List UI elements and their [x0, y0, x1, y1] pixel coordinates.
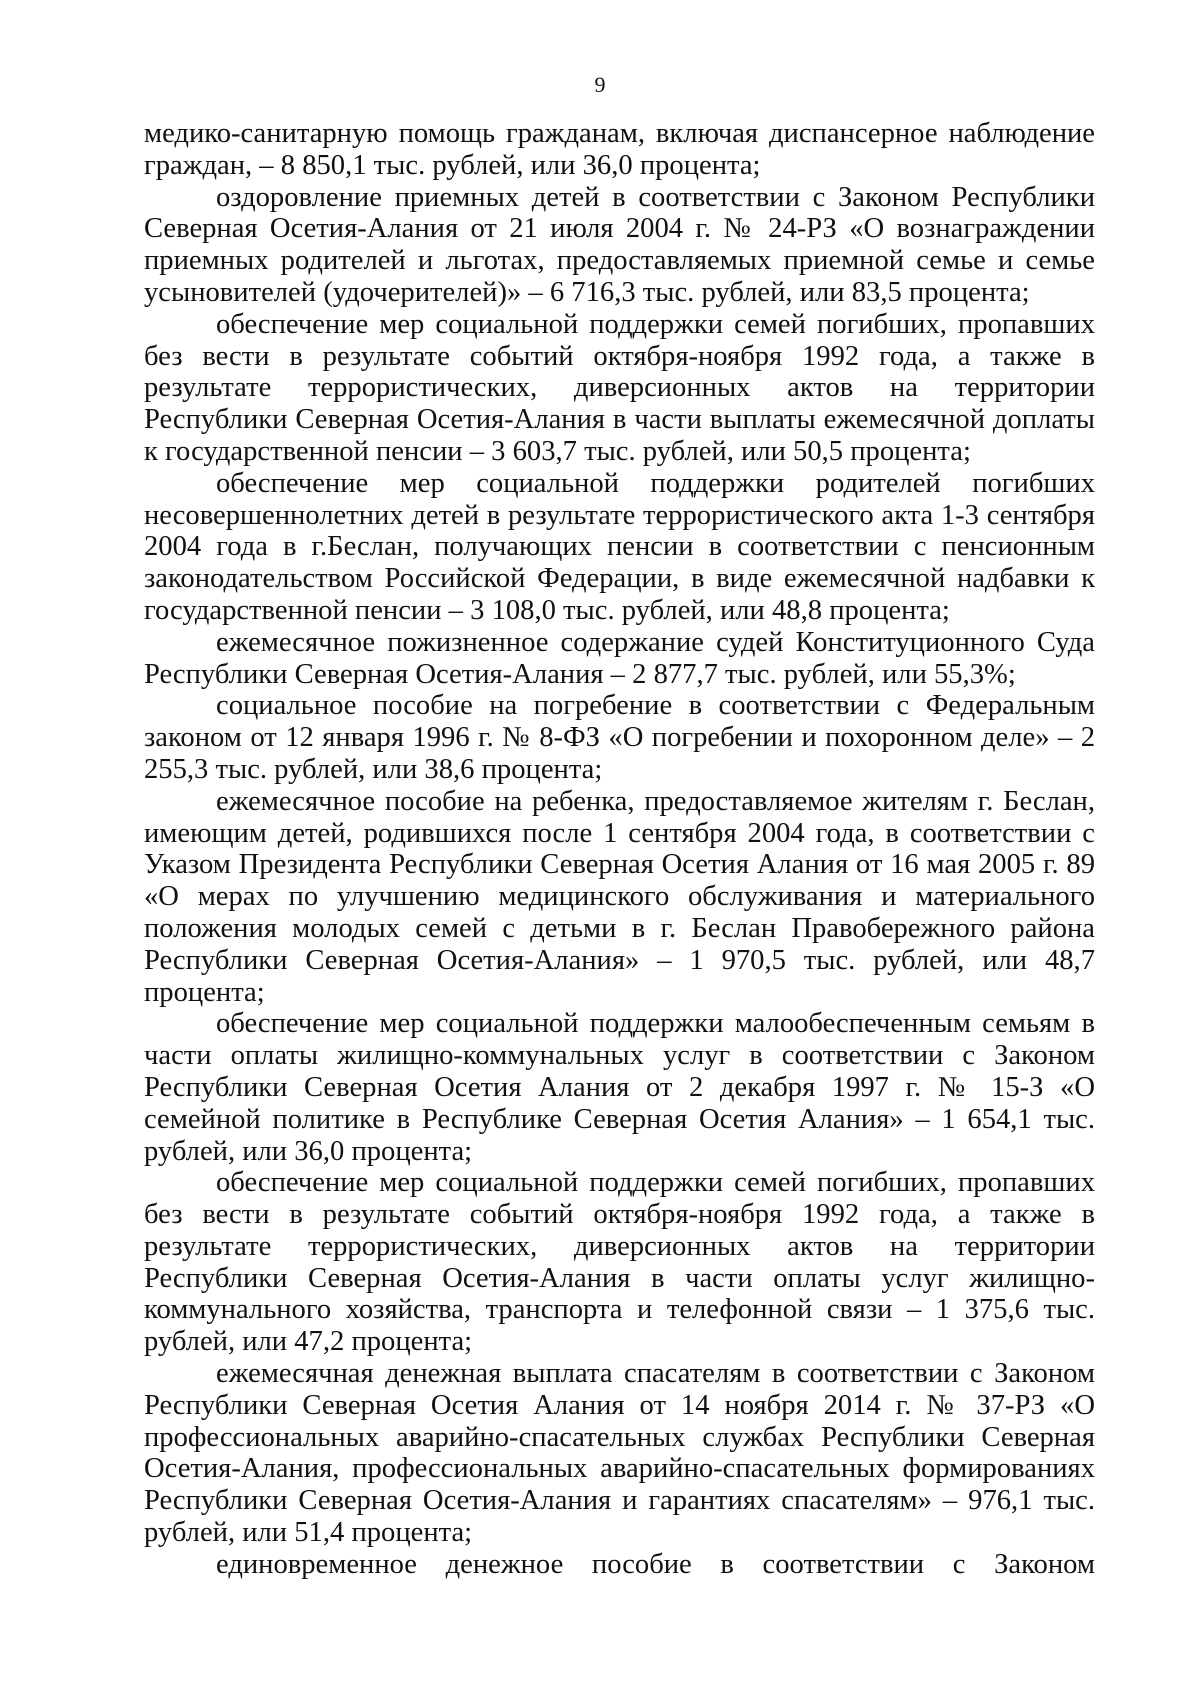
paragraph: обеспечение мер социальной поддержки семей погибших, пропавших без вести в результате событий октября-ноября 1992 года, а также в результате террористических, диверсионных актов на территории Республики Северная Осетия-Алания в части оплаты услуг жилищно-коммунального хозяйства, транспорта и телефонной связи – 1 375,6 тыс. рублей, или 47,2 процента; — [144, 1167, 1095, 1358]
paragraph: ежемесячное пособие на ребенка, предоставляемое жителям г. Беслан, имеющим детей, родившихся после 1 сентября 2004 года, в соответствии с Указом Президента Республики Северная Осетия Алания от 16 мая 2005 г. 89 «О мерах по улучшению медицинского обслуживания и материального положения молодых семей с детьми в г. Беслан Правобережного района Республики Северная Осетия-Алания» – 1 970,5 тыс. рублей, или 48,7 процента; — [144, 785, 1095, 1008]
paragraph-continued: медико-санитарную помощь гражданам, включая диспансерное наблюдение граждан, – 8 850,1 тыс. рублей, или 36,0 процента; — [144, 118, 1095, 181]
document-body — [144, 118, 1095, 1581]
paragraph-cut-off: единовременное денежное пособие в соответствии с Законом — [216, 1548, 1095, 1580]
paragraph: оздоровление приемных детей в соответствии с Законом Республики Северная Осетия-Алания от 21 июля 2004 г. № 24-РЗ «О вознаграждении приемных родителей и льготах, предоставляемых приемной семье и семье усыновителей (удочерителей)» – 6 716,3 тыс. рублей, или 83,5 процента; — [144, 181, 1095, 308]
paragraph: обеспечение мер социальной поддержки родителей погибших несовершеннолетних детей в результате террористического акта 1-3 сентября 2004 года в г.Беслан, получающих пенсии в соответствии с пенсионным законодательством Российской Федерации, в виде ежемесячной надбавки к государственной пенсии – 3 108,0 тыс. рублей, или 48,8 процента; — [144, 467, 1095, 626]
paragraph: социальное пособие на погребение в соответствии с Федеральным законом от 12 января 1996 г. № 8-ФЗ «О погребении и похоронном деле» – 2 255,3 тыс. рублей, или 38,6 процента; — [144, 690, 1095, 785]
paragraph: ежемесячная денежная выплата спасателям в соответствии с Законом Республики Северная Осетия Алания от 14 ноября 2014 г. № 37-РЗ «О профессиональных аварийно-спасательных службах Республики Северная Осетия-Алания, профессиональных аварийно-спасательных формированиях Республики Северная Осетия-Алания и гарантиях спасателям» – 976,1 тыс. рублей, или 51,4 процента; — [144, 1358, 1095, 1549]
paragraph: ежемесячное пожизненное содержание судей Конституционного Суда Республики Северная Осетия-Алания – 2 877,7 тыс. рублей, или 55,3%; — [144, 626, 1095, 690]
paragraph: обеспечение мер социальной поддержки семей погибших, пропавших без вести в результате событий октября-ноября 1992 года, а также в результате террористических, диверсионных актов на территории Республики Северная Осетия-Алания в части выплаты ежемесячной доплаты к государственной пенсии – 3 603,7 тыс. рублей, или 50,5 процента; — [144, 308, 1095, 467]
page-number: 9 — [594, 72, 606, 97]
paragraph: обеспечение мер социальной поддержки малообеспеченным семьям в части оплаты жилищно-коммунальных услуг в соответствии с Законом Республики Северная Осетия Алания от 2 декабря 1997 г. № 15-З «О семейной политике в Республике Северная Осетия Алания» – 1 654,1 тыс. рублей, или 36,0 процента; — [144, 1008, 1095, 1167]
